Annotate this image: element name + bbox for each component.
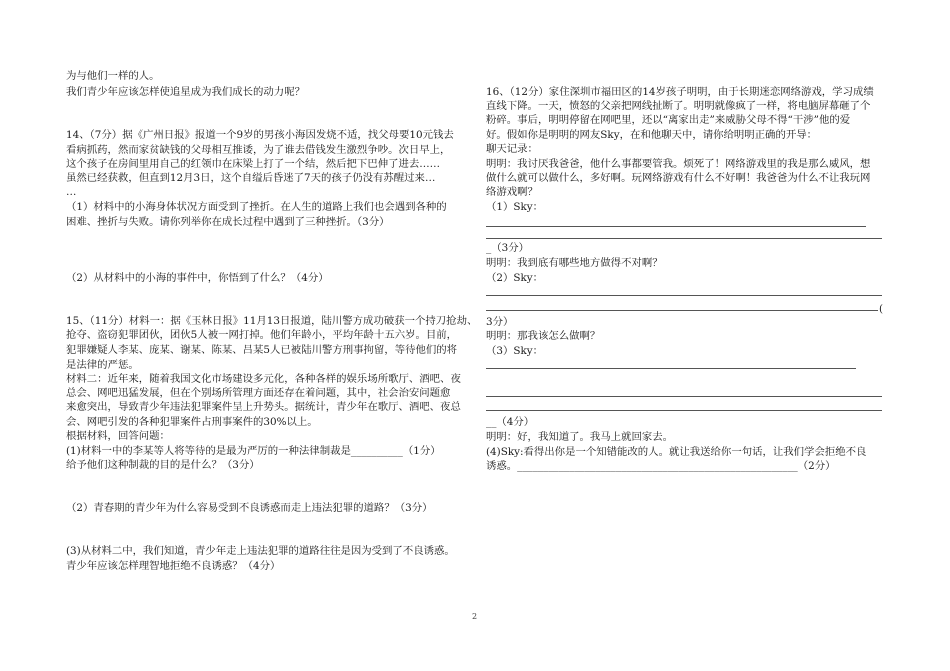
q16-sky4-line-2: 诱惑。______________________________________________________（2分）: [486, 460, 836, 472]
q15-sub3-line-1: (3)从材料二中，我们知道，青少年走上违法犯罪的道路往往是因为受到了不良诱惑。: [66, 545, 455, 557]
q15-line-9: 根据材料，回答问题：: [66, 430, 170, 442]
answer-line-3a: [486, 368, 856, 369]
q15-sub2: （2）青春期的青少年为什么容易受到不良诱惑而走上违法犯罪的道路？（3分）: [66, 502, 433, 514]
q15-sub1-line-2: 给予他们这种制裁的目的是什么？（3分）: [66, 459, 260, 471]
q16-a2-score: 3分）: [486, 316, 514, 328]
answer-line-2a: [486, 295, 882, 296]
q16-ming2: 明明：我到底有哪些地方做得不对啊？: [486, 257, 663, 269]
q14-line-2: 看病抓药，然而家贫缺钱的父母相互推诿，为了谁去借钱发生激烈争吵。次日早上，: [66, 144, 451, 156]
q15-line-6: 总会、网吧迅猛发展，但在个别场所管理方面还存在着问题，其中，社会治安问题愈: [66, 387, 451, 399]
q16-sky1-label: （1）Sky：: [486, 201, 544, 213]
q16-sky3-label: （3）Sky：: [486, 345, 544, 357]
q16-line-2: 直线下降。一天，愤怒的父亲把网线扯断了。明明就像疯了一样，将电脑屏幕砸了个: [486, 100, 871, 112]
q16-line-6: 明明：我讨厌我爸爸，他什么事都要管我。烦死了！网络游戏里的我是那么威风，想: [486, 158, 871, 170]
answer-line-1a: [486, 226, 866, 227]
q15-line-5: 材料二：近年来，随着我国文化市场建设多元化，各种各样的娱乐场所歌厅、酒吧、夜: [66, 373, 461, 385]
answer-line-2b: [486, 310, 878, 311]
answer-line-3b: [486, 396, 882, 397]
q14-line-3: 这个孩子在房间里用自己的红领巾在床梁上打了一个结，然后把下巴伸了进去……: [66, 158, 441, 170]
q15-line-2: 抢夺、盗窃犯罪团伙，团伙5人被一网打掉。他们年龄小，平均年龄十五六岁。目前，: [66, 329, 458, 341]
answer-line-3c: [486, 410, 882, 411]
q14-sub1-line-2: 困难、挫折与失败。请你列举你在成长过程中遇到了三种挫折。（3分）: [66, 216, 390, 228]
answer-line-1b: [486, 238, 882, 239]
page-number: 2: [472, 612, 478, 621]
q16-a1-score: _（3分）: [486, 242, 529, 254]
q15-line-4: 是法律的严惩。: [66, 359, 139, 371]
q14-sub2: （2）从材料中的小海的事件中，你悟到了什么？（4分）: [66, 272, 329, 284]
q16-sky2-label: （2）Sky：: [486, 272, 544, 284]
q16-ming4: 明明：好，我知道了。我马上就回家去。: [486, 431, 674, 443]
q15-line-7: 来愈突出，导致青少年违法犯罪案件呈上升势头。据统计，青少年在歌厅、酒吧、夜总: [66, 401, 461, 413]
q16-a3-score: __（4分）: [486, 416, 535, 428]
q16-sky4-line-1: (4)Sky:看得出你是一个知错能改的人。就让我送给你一句话，让我们学会拒绝不良: [486, 446, 867, 458]
q16-line-4: 好。假如你是明明的网友Sky，在和他聊天中，请你给明明正确的开导：: [486, 129, 818, 141]
q15-sub1-line-1: (1)材料一中的李某等人将等待的是最为严厉的一种法律制裁是__________（1分）: [66, 445, 441, 457]
q14-line-1: 14、（7分）据《广州日报》报道一个9岁的男孩小海因发烧不适，找父母要10元钱去: [66, 129, 454, 141]
q15-line-3: 犯罪嫌疑人李某、庞某、谢某、陈某、吕某5人已被陆川警方刑事拘留，等待他们的将: [66, 344, 458, 356]
intro-line-1: 为与他们一样的人。: [66, 70, 160, 82]
q16-line-1: 16、（12分）家住深圳市福田区的14岁孩子明明，由于长期迷恋网络游戏，学习成绩: [486, 86, 874, 98]
q14-sub1-line-1: （1）材料中的小海身体状况方面受到了挫折。在人生的道路上我们也会遇到各种的: [66, 201, 447, 213]
q15-line-8: 会、网吧引发的各种犯罪案件占刑事案件的30%以上。: [66, 416, 318, 428]
q16-line-3: 粉碎。事后，明明停留在网吧里，还以“离家出走”来威胁父母不得“干涉”他的爱: [486, 114, 851, 126]
intro-line-2: 我们青少年应该怎样使追星成为我们成长的动力呢？: [66, 86, 305, 98]
q16-ming3: 明明：那我该怎么做啊？: [486, 330, 601, 342]
q14-line-4: 虽然已经获救，但直到12月3日，这个自缢后昏迷了7天的孩子仍没有苏醒过来…: [66, 172, 436, 184]
q16-a2-paren: (: [879, 303, 884, 315]
q15-sub3-line-2: 青少年应该怎样理智地拒绝不良诱惑？（4分）: [66, 560, 281, 572]
q16-line-5: 聊天记录：: [486, 143, 538, 155]
q14-line-5: …: [66, 186, 77, 198]
q15-line-1: 15、（11分）材料一：据《玉林日报》11月13日报道，陆川警方成功破获一个持刀抢劫、: [66, 315, 478, 327]
q16-line-8: 络游戏啊？: [486, 186, 538, 198]
q16-line-7: 做什么就可以做什么，多好啊。玩网络游戏有什么不好啊！我爸爸为什么不让我玩网: [486, 172, 871, 184]
